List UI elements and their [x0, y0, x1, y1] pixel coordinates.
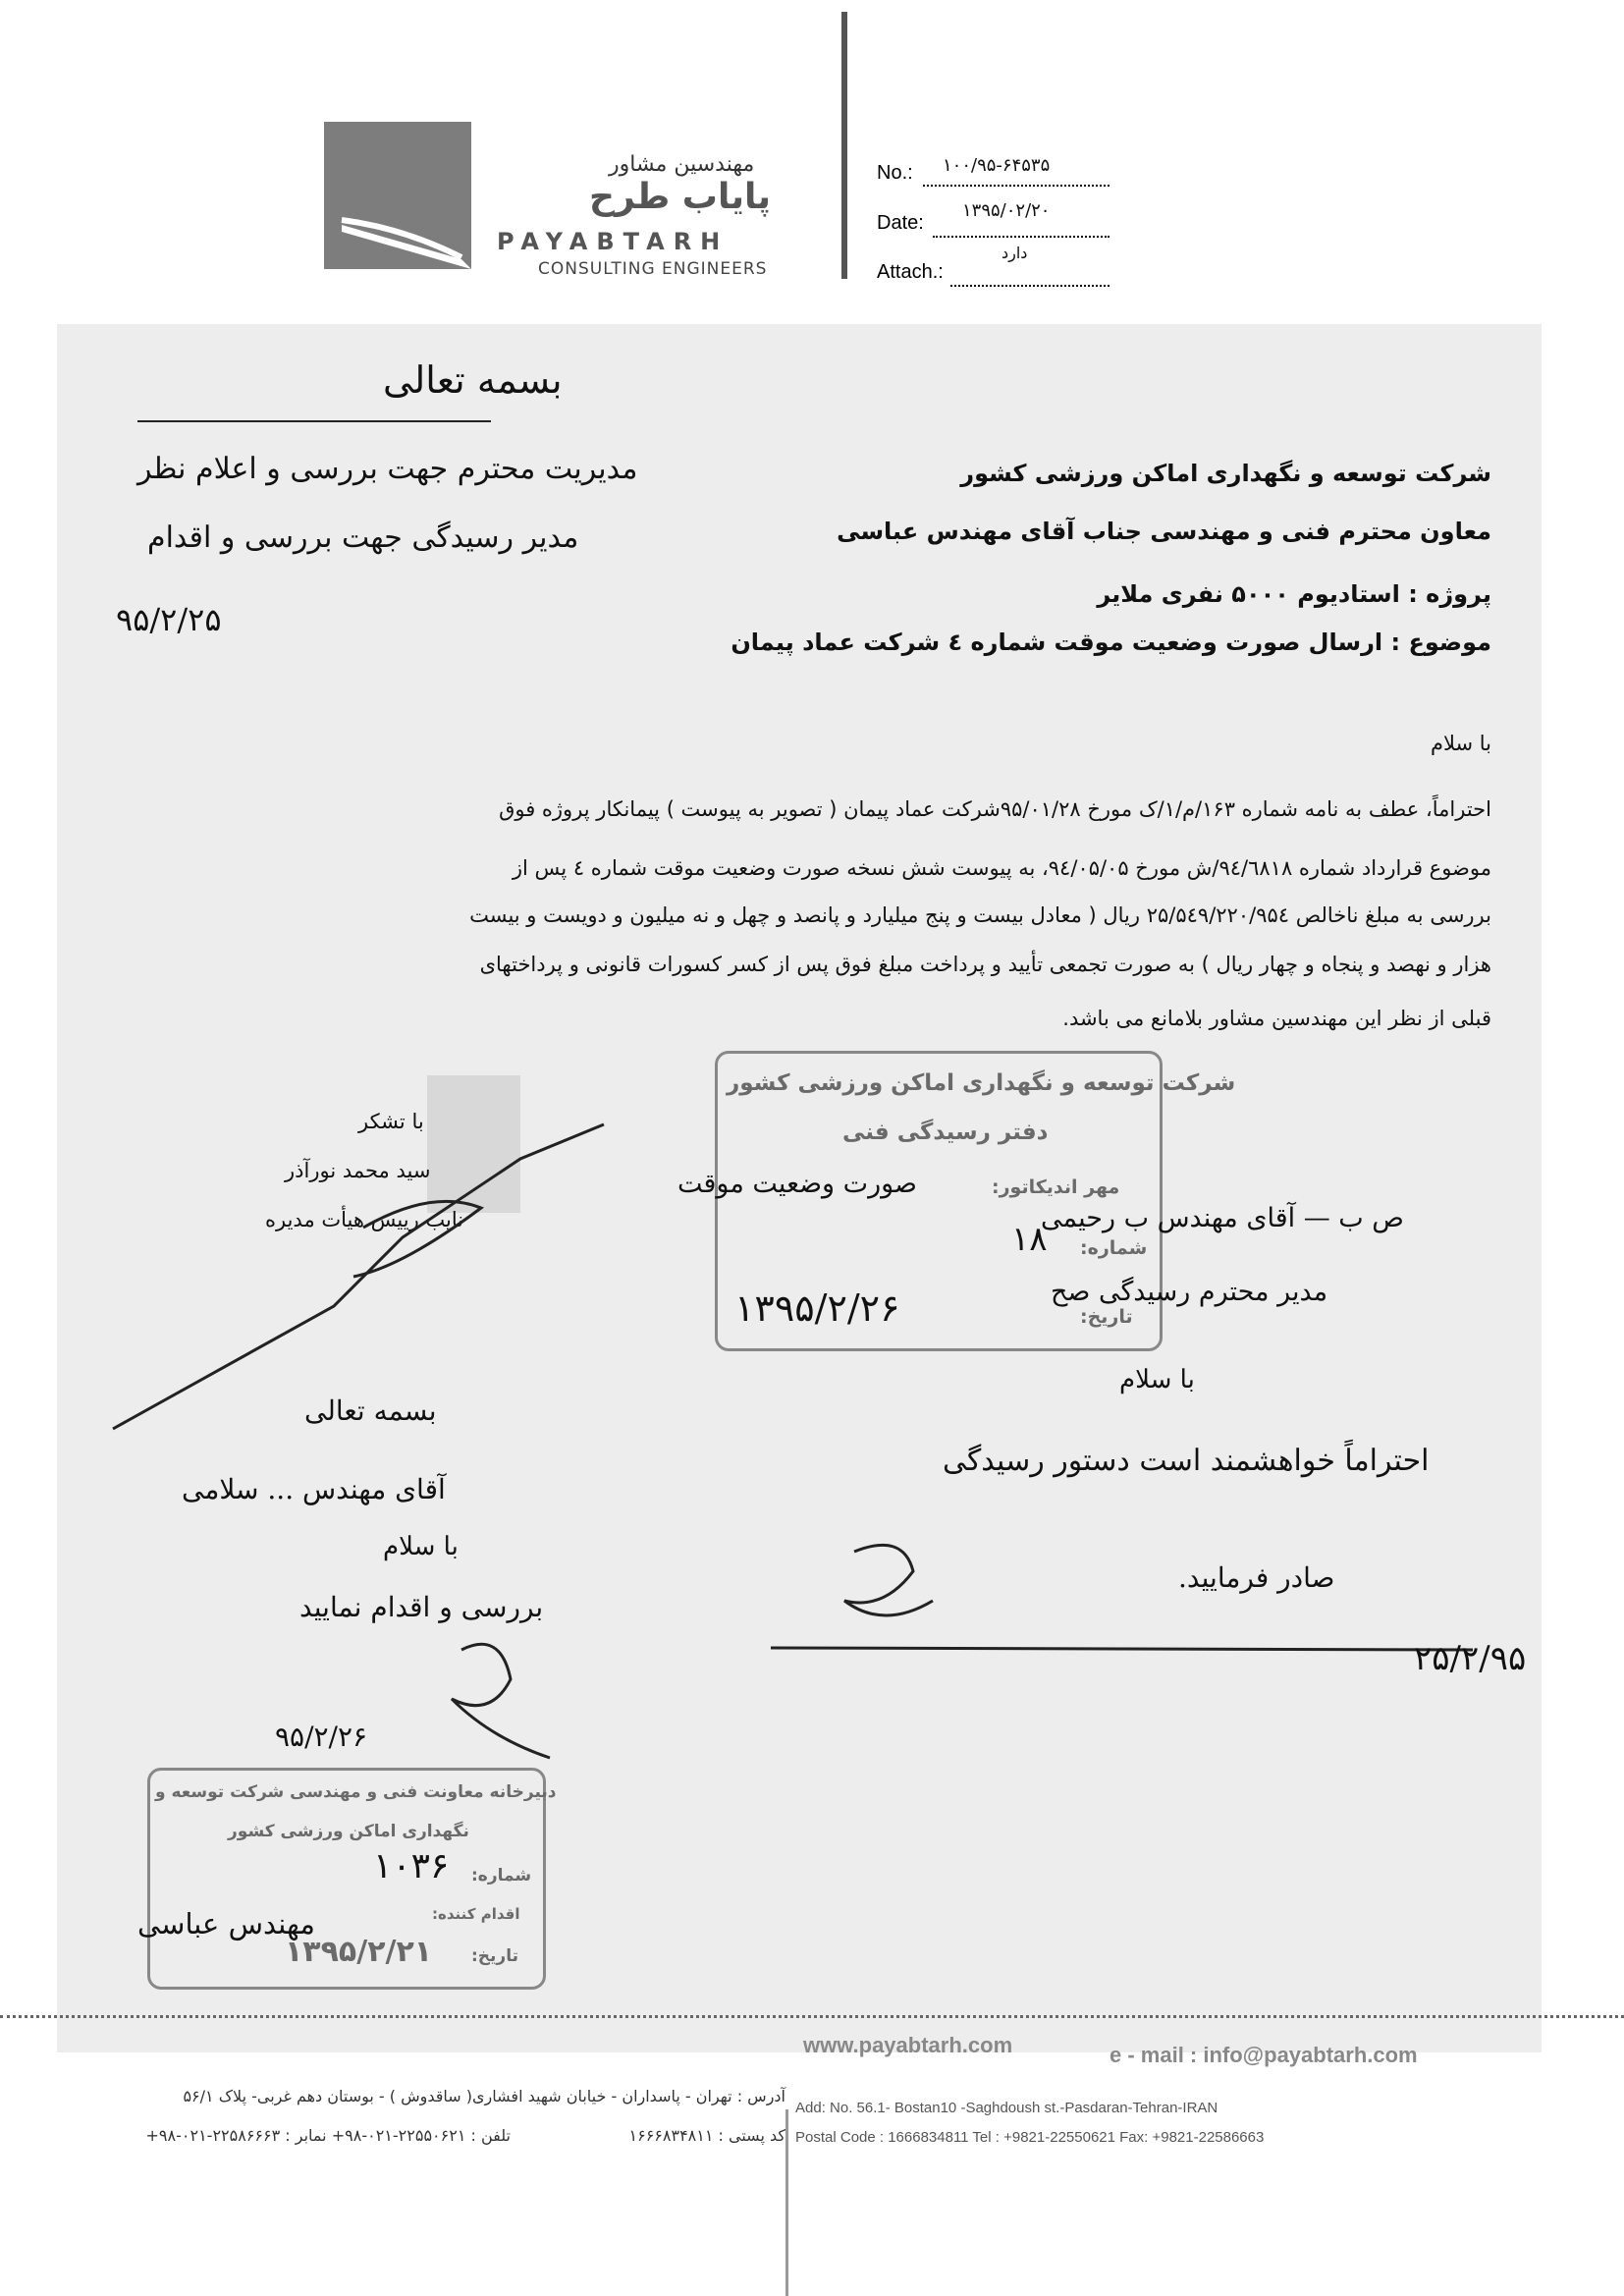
handwritten-right-5: صادر فرمایید. [1178, 1561, 1335, 1594]
ref-date-label: Date: [877, 212, 924, 234]
body-line-3: بررسی به مبلغ ناخالص ۲۵/۵٤۹/۲۲۰/۹۵٤ ریال ( معادل بیست و پنج میلیارد و پانصد و چهل و نه میلیون و دویست و بیست [469, 903, 1491, 927]
subject-line: موضوع : ارسال صورت وضعیت موقت شماره ٤ شرکت عماد پیمان [731, 629, 1491, 656]
logo-title-en: PAYABTARH [497, 228, 730, 255]
footer-address-fa: آدرس : تهران - پاسداران - خیابان شهید افشاری( ساقدوش ) - بوستان دهم غربی- پلاک ۵۶/۱ [183, 2087, 785, 2105]
handwritten-right-1: ص ب — آقای مهندس ب رحیمی [1041, 1203, 1404, 1233]
registry-stamp-line1: شرکت توسعه و نگهداری اماکن ورزشی کشور [727, 1070, 1236, 1096]
greeting: با سلام [1430, 732, 1491, 755]
ref-date-value: ۱۳۹۵/۰۲/۲۰ [962, 200, 1051, 221]
ref-attach-value: دارد [1001, 244, 1028, 262]
footer-postal-fa: کد پستی : ۱۶۶۶۸۳۴۸۱۱ [628, 2126, 785, 2145]
secretariat-number-value: ۱۰۳۶ [373, 1846, 450, 1886]
ref-attach-label: Attach.: [877, 261, 944, 283]
signer-name: سید محمد نورآذر [285, 1159, 431, 1182]
handwritten-left-3: با سلام [383, 1532, 459, 1561]
recipient-organization: شرکت توسعه و نگهداری اماکن ورزشی کشور [960, 460, 1491, 487]
secretariat-action-value: مهندس عباسی [137, 1907, 315, 1941]
footer-rule [0, 2015, 1624, 2018]
secretariat-number-label: شماره: [471, 1866, 532, 1886]
registry-number-label: شماره: [1080, 1237, 1148, 1259]
secretariat-action-label: اقدام کننده: [432, 1905, 520, 1923]
handwritten-right-2: مدیر محترم رسیدگی صح [1051, 1277, 1328, 1307]
ref-number-value: ۱۰۰/۹۵-۶۴۵۳۵ [943, 155, 1051, 176]
footer-phone-fa: تلفن : ۲۲۵۵۰۶۲۱-۰۲۱-۹۸+ نمابر : ۲۲۵۸۶۶۶۳-۰۲۱-۹۸+ [145, 2126, 511, 2145]
footer-website: www.payabtarh.com [803, 2033, 1013, 2057]
footer-postal-en: Postal Code : 1666834811 Tel : +9821-22550621 Fax: +9821-22586663 [795, 2129, 1265, 2146]
closing-thanks: با تشکر [358, 1110, 424, 1133]
handwritten-left-4: بررسی و اقدام نمایید [299, 1591, 544, 1623]
registry-stamp-line2: دفتر رسیدگی فنی [842, 1120, 1049, 1145]
handwritten-initial-left [432, 1630, 569, 1768]
registry-indicator-label: مهر اندیکاتور: [992, 1176, 1120, 1198]
logo-subtitle-fa: مهندسین مشاور [609, 152, 755, 177]
registry-date-value: ۱۳۹۵/۲/۲۶ [734, 1286, 900, 1330]
footer-email: e - mail : info@payabtarh.com [1110, 2043, 1418, 2067]
registry-date-label: تاریخ: [1080, 1306, 1133, 1328]
header-divider [841, 12, 847, 279]
handwritten-right-date: ۲۵/۲/۹۵ [1414, 1639, 1527, 1678]
signer-title: نایب رییس هیأت مدیره [265, 1208, 464, 1231]
footer-address-en: Add: No. 56.1- Bostan10 -Saghdoush st.-Pasdaran-Tehran-IRAN [795, 2100, 1218, 2116]
handwritten-left-2: آقای مهندس ... سلامی [182, 1473, 446, 1505]
logo-subtitle-en: CONSULTING ENGINEERS [538, 259, 768, 279]
registry-number-value: ۱۸ [1011, 1220, 1048, 1259]
body-line-1: احتراماً، عطف به نامه شماره ۱۶۳/م/۱/ک مورخ ۹۵/۰۱/۲۸شرکت عماد پیمان ( تصویر به پیوست ) پیمانکار پروژه فوق [499, 797, 1491, 821]
body-line-4: هزار و نهصد و پنجاه و چهار ریال ) به صورت تجمعی تأیید و پرداخت مبلغ فوق پس از کسر کسورات قانونی و پرداختهای [479, 953, 1491, 976]
secretariat-stamp-line2: نگهداری اماکن ورزشی کشور [228, 1822, 469, 1841]
handwritten-right-3: با سلام [1119, 1365, 1195, 1394]
project-line: پروژه : استادیوم ۵۰۰۰ نفری ملایر [1097, 580, 1491, 608]
secretariat-stamp-line1: دبیرخانه معاونت فنی و مهندسی شرکت توسعه و [155, 1782, 557, 1802]
registry-indicator-value: صورت وضعیت موقت [677, 1169, 917, 1199]
handwritten-left-date: ۹۵/۲/۲۶ [275, 1721, 368, 1753]
handwritten-left-1: بسمه تعالی [304, 1394, 437, 1427]
footer-divider [785, 2109, 788, 2296]
body-line-5: قبلی از نظر این مهندسین مشاور بلامانع می باشد. [1062, 1007, 1491, 1030]
signature-stroke [108, 1120, 619, 1434]
handwritten-date-top: ۹۵/۲/۲۵ [116, 601, 222, 638]
recipient-person: معاون محترم فنی و مهندسی جناب آقای مهندس عباسی [837, 518, 1491, 545]
secretariat-date-value: ۱۳۹۵/۲/۲۱ [285, 1935, 433, 1969]
handwritten-note-1: مدیریت محترم جهت بررسی و اعلام نظر [137, 452, 638, 486]
logo-mark-icon [324, 122, 471, 269]
handwritten-signature-right [766, 1532, 1502, 1669]
logo-title-fa: پایاب طرح [589, 177, 772, 217]
handwritten-note-2: مدیر رسیدگی جهت بررسی و اقدام [147, 520, 579, 555]
handwritten-right-4: احتراماً خواهشمند است دستور رسیدگی [943, 1444, 1430, 1478]
ref-attach-line [950, 263, 1110, 287]
handwritten-rule [137, 420, 491, 422]
secretariat-date-label: تاریخ: [471, 1946, 518, 1966]
ref-number-label: No.: [877, 162, 913, 184]
body-line-2: موضوع قرارداد شماره ۹٤/٦۸۱۸/ش مورخ ۹٤/۰۵/۰۵، به پیوست شش نسخه صورت وضعیت موقت شماره ٤ پس از [512, 856, 1491, 880]
handwritten-basmala: بسمه تعالی [383, 358, 563, 402]
